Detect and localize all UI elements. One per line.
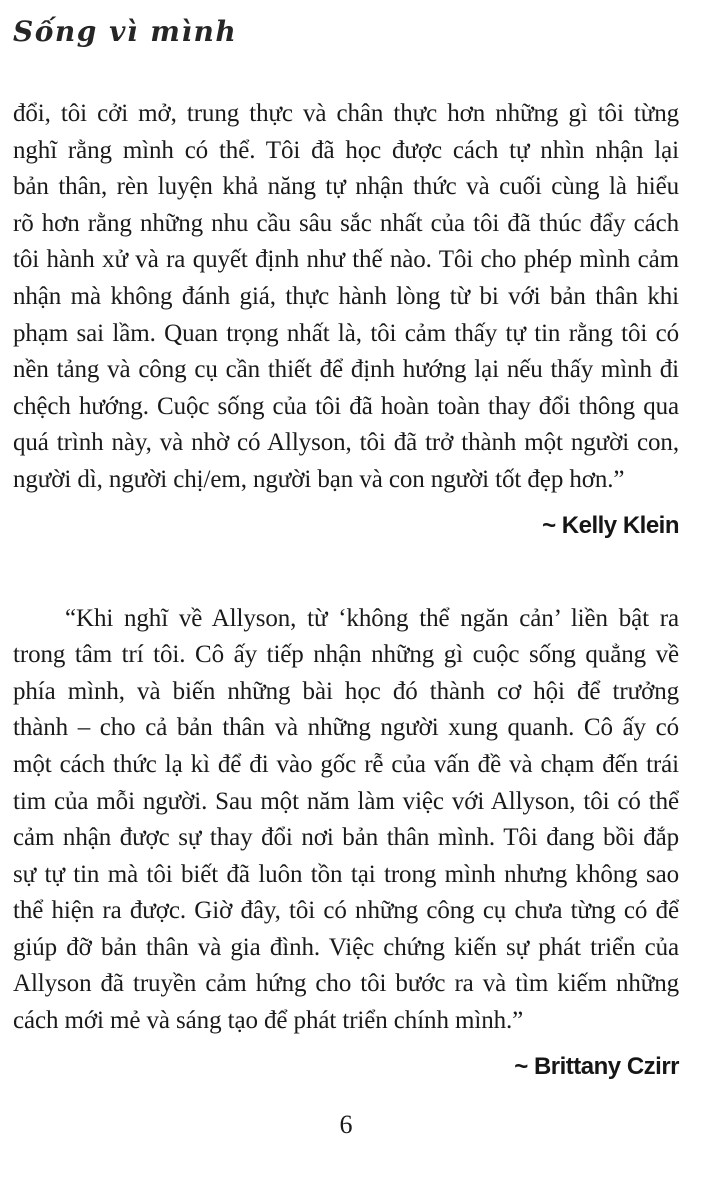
testimonial-quote-1 xyxy=(13,96,679,541)
quote-line: rõ hơn rằng những nhu cầu sâu sắc nhất của tôi đã thúc đẩy cách xyxy=(13,209,679,237)
testimonial-quote-2 xyxy=(13,601,679,1082)
quote-line: một cách thức lạ kì để đi vào gốc rễ của vấn đề và chạm đến trái xyxy=(13,750,679,778)
quote-line: nền tảng và công cụ cần thiết để định hướng lại nếu thấy mình đi xyxy=(13,356,679,384)
running-header: Sống vì mình xyxy=(13,15,238,48)
quote-line: chệch hướng. Cuộc sống của tôi đã hoàn toàn thay đổi thông qua xyxy=(13,392,679,420)
attribution-kelly-klein: ~ Kelly Klein xyxy=(542,511,679,539)
quote-line: thể hiện ra được. Giờ đây, tôi có những công cụ chưa từng có để xyxy=(13,897,679,925)
quote-line: người dì, người chị/em, người bạn và con người tốt đẹp hơn.” xyxy=(13,465,625,493)
quote-line: phía mình, và biến những bài học đó thành cơ hội để trưởng xyxy=(13,677,679,705)
quote-line: cảm nhận được sự thay đổi nơi bản thân mình. Tôi đang bồi đắp xyxy=(13,824,679,852)
quote-line: phạm sai lầm. Quan trọng nhất là, tôi cảm thấy tự tin rằng tôi có xyxy=(13,319,679,347)
quote-line: sự tự tin mà tôi biết đã luôn tồn tại trong mình nhưng không sao xyxy=(13,860,679,888)
quote-line: đổi, tôi cởi mở, trung thực và chân thực hơn những gì tôi từng xyxy=(13,100,679,127)
attribution-brittany-czirr: ~ Brittany Czirr xyxy=(514,1052,679,1080)
page-number: 6 xyxy=(339,1109,353,1139)
quote-line: “Khi nghĩ về Allyson, từ ‘không thể ngăn cản’ liền bật ra xyxy=(65,604,679,632)
quote-line: trong tâm trí tôi. Cô ấy tiếp nhận những gì cuộc sống quẳng về xyxy=(13,641,679,669)
quote-line: giúp đỡ bản thân và gia đình. Việc chứng kiến sự phát triển của xyxy=(13,933,679,961)
quote-line: nghĩ rằng mình có thể. Tôi đã học được cách tự nhìn nhận lại xyxy=(13,136,679,164)
quote-line: quá trình này, và nhờ có Allyson, tôi đã trở thành một người con, xyxy=(13,429,679,457)
quote-line: bản thân, rèn luyện khả năng tự nhận thức và cuối cùng là hiểu xyxy=(13,173,679,201)
quote-line: tôi hành xử và ra quyết định như thế nào. Tôi cho phép mình cảm xyxy=(13,246,679,274)
quote-line: cách mới mẻ và sáng tạo để phát triển chính mình.” xyxy=(13,1007,524,1035)
quote-line: nhận mà không đánh giá, thực hành lòng từ bi với bản thân khi xyxy=(13,282,679,310)
quote-line: Allyson đã truyền cảm hứng cho tôi bước ra và tìm kiếm những xyxy=(13,970,679,998)
quote-line: tim của mỗi người. Sau một năm làm việc với Allyson, tôi có thể xyxy=(13,787,679,815)
quote-line: thành – cho cả bản thân và những người xung quanh. Cô ấy có xyxy=(13,714,679,742)
